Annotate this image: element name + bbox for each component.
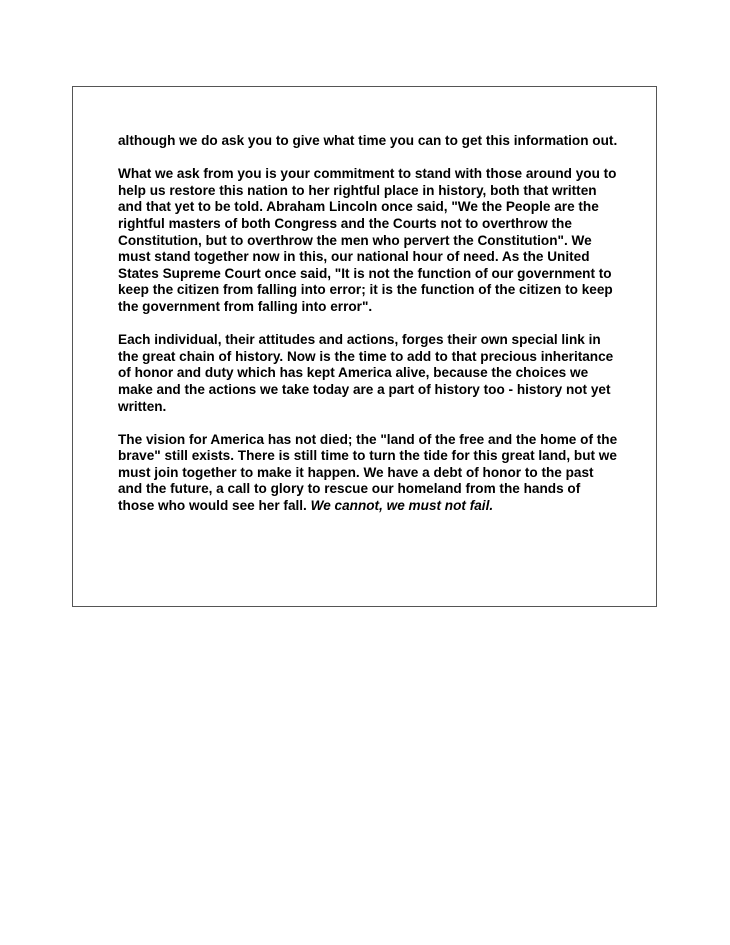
paragraph-2 <box>118 166 618 315</box>
paragraph-4 <box>118 432 618 515</box>
paragraph-4-text: The vision for America has not died; the "land of the free and the home of the brave" still exists. There is still time to turn the tide for this great land, but we must join together to make it happen. We have a debt of honor to the past and the future, a call to glory to rescue our homeland from the hands of those who would see her fall. <box>118 431 618 514</box>
closing-emphasis: We cannot, we must not fail. <box>310 498 494 514</box>
document-body <box>118 133 618 515</box>
paragraph-3 <box>118 332 618 415</box>
paragraph-1-text: although we do ask you to give what time you can to get this information out. <box>118 133 618 148</box>
paragraph-1 <box>118 133 618 150</box>
paragraph-3-text: Each individual, their attitudes and actions, forges their own special link in the great chain of history. Now is the time to add to that precious inheritance of honor and duty which has kept America alive, because the choices we make and the actions we take today are a part of history too - history not yet written. <box>118 332 614 414</box>
paragraph-2-text: What we ask from you is your commitment to stand with those around you to help us restore this nation to her rightful place in history, both that written and that yet to be told. Abraham Lincoln once said, "We the People are the rightful masters of both Congress and the Courts not to overthrow the Constitution, but to overthrow the men who pervert the Constitution". We must stand together now in this, our national hour of need. As the United States Supreme Court once said, "It is not the function of our government to keep the citizen from falling into error; it is the function of the citizen to keep the government from falling into error". <box>118 166 617 314</box>
